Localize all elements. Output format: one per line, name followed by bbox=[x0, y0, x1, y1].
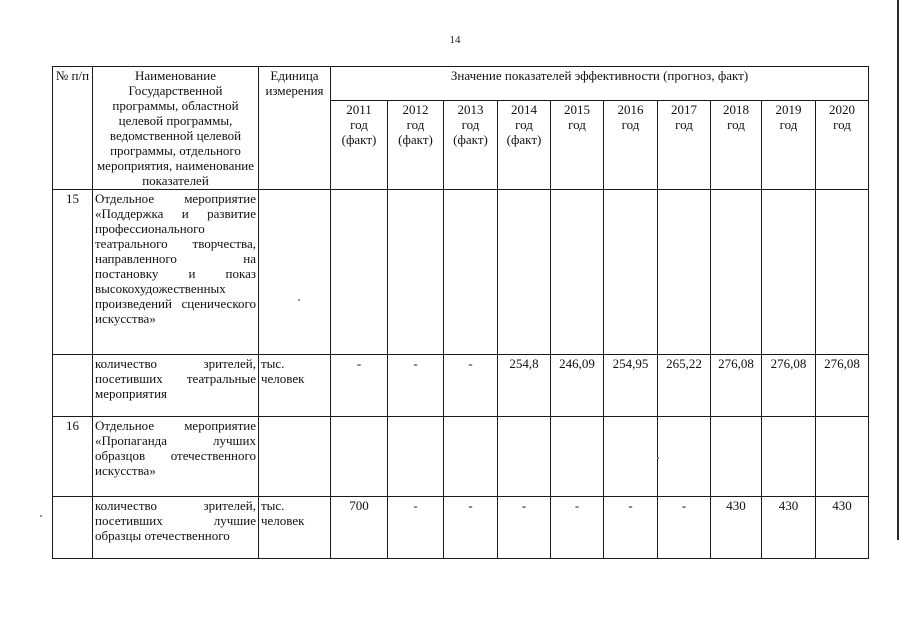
value-cell bbox=[551, 190, 604, 355]
year-word: год bbox=[515, 116, 533, 132]
year-note: (факт) bbox=[506, 131, 542, 147]
value-cell: - bbox=[444, 497, 498, 559]
value-cell: - bbox=[388, 497, 444, 559]
value-cell: 254,8 bbox=[498, 355, 551, 417]
value-cell bbox=[658, 190, 711, 355]
scan-speck bbox=[40, 515, 42, 517]
header-year-2014 bbox=[498, 100, 551, 189]
table-row bbox=[53, 417, 869, 497]
year-word: год bbox=[833, 116, 851, 132]
value-cell: 430 bbox=[762, 497, 816, 559]
header-year-2019 bbox=[762, 100, 816, 189]
value-cell: - bbox=[658, 497, 711, 559]
value-cell bbox=[444, 190, 498, 355]
header-year-2011 bbox=[331, 100, 388, 189]
row-number bbox=[53, 355, 93, 417]
year-word: год bbox=[727, 116, 745, 132]
value-cell: - bbox=[331, 355, 388, 417]
scan-speck bbox=[298, 299, 300, 301]
year-word: год bbox=[675, 116, 693, 132]
page-number: 14 bbox=[449, 34, 461, 46]
value-cell: 276,08 bbox=[816, 355, 869, 417]
value-cell bbox=[711, 190, 762, 355]
value-cell: - bbox=[388, 355, 444, 417]
year-year: 2012 bbox=[402, 101, 429, 117]
header-year-2012 bbox=[388, 100, 444, 189]
year-note: (факт) bbox=[341, 131, 377, 147]
value-cell: - bbox=[444, 355, 498, 417]
year-word: год bbox=[350, 116, 368, 132]
value-cell: 254,95 bbox=[604, 355, 658, 417]
scan-speck bbox=[657, 457, 659, 459]
year-year: 2019 bbox=[775, 101, 802, 117]
table-row bbox=[53, 497, 869, 559]
value-cell: 276,08 bbox=[762, 355, 816, 417]
scan-edge-line bbox=[897, 0, 899, 540]
value-cell: - bbox=[551, 497, 604, 559]
header-num: № п/п bbox=[53, 67, 93, 190]
value-cell bbox=[498, 417, 551, 497]
year-word: год bbox=[406, 116, 425, 132]
year-word: год bbox=[568, 116, 586, 132]
value-cell: 246,09 bbox=[551, 355, 604, 417]
year-note: (факт) bbox=[453, 131, 488, 147]
unit-cell bbox=[259, 417, 331, 497]
header-year-2018 bbox=[711, 100, 762, 189]
value-cell: 265,22 bbox=[658, 355, 711, 417]
unit-cell: тыс. человек bbox=[259, 497, 331, 559]
value-cell bbox=[658, 417, 711, 497]
value-cell: 276,08 bbox=[711, 355, 762, 417]
value-cell bbox=[331, 190, 388, 355]
indicator-name: Отдельное мероприятие «Пропаганда лучших образцов отечественного искусства» bbox=[93, 417, 259, 497]
header-year-2020 bbox=[816, 100, 869, 189]
year-word: год bbox=[461, 116, 480, 132]
row-number bbox=[53, 497, 93, 559]
header-year-2013 bbox=[444, 100, 498, 189]
indicator-name: количество зрителей, посетивших лучшие образцы отечественного bbox=[93, 497, 259, 559]
year-word: год bbox=[779, 116, 798, 132]
value-cell bbox=[604, 417, 658, 497]
value-cell bbox=[762, 190, 816, 355]
value-cell bbox=[551, 417, 604, 497]
value-cell: 430 bbox=[711, 497, 762, 559]
year-year: 2014 bbox=[511, 101, 537, 117]
value-cell bbox=[444, 417, 498, 497]
year-note: (факт) bbox=[398, 131, 433, 147]
header-values-group: Значение показателей эффективности (прогноз, факт) bbox=[331, 67, 869, 101]
year-year: 2016 bbox=[617, 101, 644, 117]
year-year: 2013 bbox=[457, 101, 484, 117]
year-year: 2020 bbox=[829, 101, 856, 117]
header-year-2016 bbox=[604, 100, 658, 189]
unit-cell: тыс. человек bbox=[259, 355, 331, 417]
header-row-1 bbox=[53, 67, 869, 101]
value-cell bbox=[604, 190, 658, 355]
header-unit: Единица измерения bbox=[259, 67, 331, 190]
value-cell: - bbox=[498, 497, 551, 559]
value-cell bbox=[762, 417, 816, 497]
header-name: Наименование Государственной программы, областной целевой программы, ведомственной целевой программы, отдельного мероприятия, наименование показателей bbox=[93, 67, 259, 190]
year-year: 2011 bbox=[346, 101, 372, 117]
year-year: 2015 bbox=[564, 101, 590, 117]
value-cell bbox=[498, 190, 551, 355]
table-row bbox=[53, 190, 869, 355]
value-cell bbox=[331, 417, 388, 497]
value-cell: 700 bbox=[331, 497, 388, 559]
year-year: 2017 bbox=[671, 101, 697, 117]
year-year: 2018 bbox=[723, 101, 749, 117]
year-word: год bbox=[621, 116, 640, 132]
value-cell bbox=[711, 417, 762, 497]
value-cell bbox=[816, 417, 869, 497]
unit-cell bbox=[259, 190, 331, 355]
row-number: 15 bbox=[53, 190, 93, 355]
header-year-2017 bbox=[658, 100, 711, 189]
header-year-2015 bbox=[551, 100, 604, 189]
row-number: 16 bbox=[53, 417, 93, 497]
value-cell bbox=[388, 417, 444, 497]
table-body bbox=[53, 190, 869, 559]
table-row bbox=[53, 355, 869, 417]
indicator-name: количество зрителей, посетивших театральные мероприятия bbox=[93, 355, 259, 417]
value-cell bbox=[816, 190, 869, 355]
indicators-table bbox=[52, 66, 869, 559]
value-cell: - bbox=[604, 497, 658, 559]
value-cell bbox=[388, 190, 444, 355]
value-cell: 430 bbox=[816, 497, 869, 559]
indicator-name: Отдельное мероприятие «Поддержка и развитие профессионального театрального творчества, направленного на постановку и показ высокохудожественных произведений сценического искусства» bbox=[93, 190, 259, 355]
